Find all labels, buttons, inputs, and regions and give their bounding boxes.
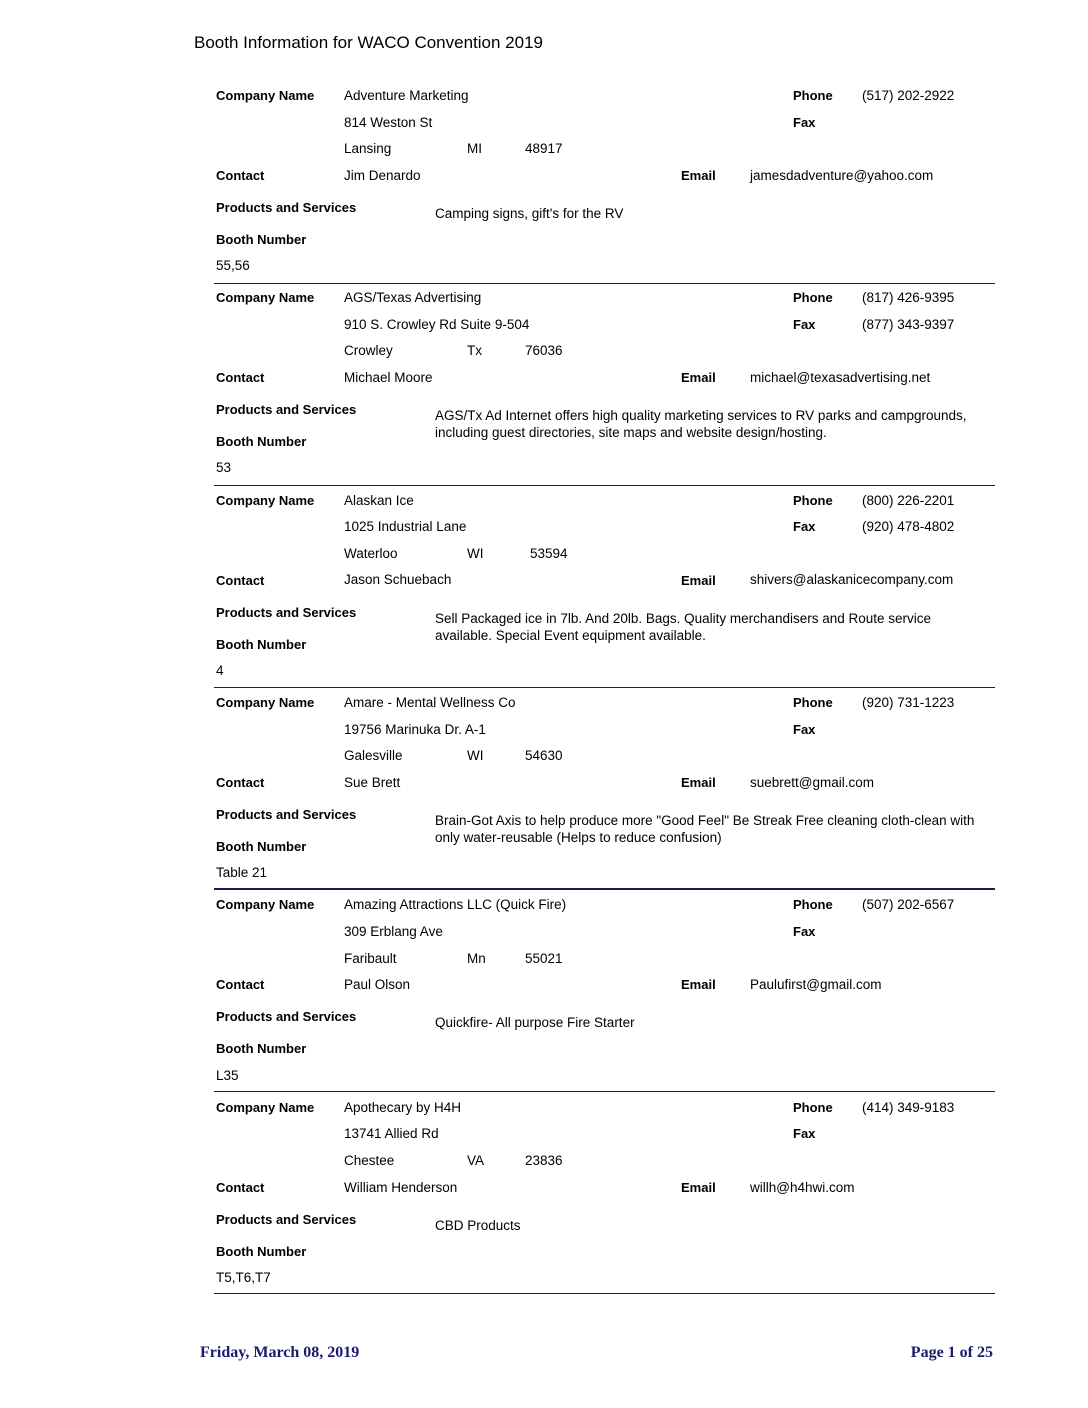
zip-code: 76036 (525, 343, 563, 358)
products-label: Products and Services (216, 605, 357, 620)
city: Waterloo (344, 546, 398, 561)
fax-label: Fax (793, 317, 816, 332)
products-label: Products and Services (216, 200, 357, 215)
company-name-label: Company Name (216, 88, 315, 103)
products-description: Brain-Got Axis to help produce more "Good Feel" Be Streak Free cleaning cloth-clean with only water-reusable (Helps to reduce confusion) (435, 813, 975, 845)
entry-divider (214, 687, 995, 688)
email-value: willh@h4hwi.com (750, 1180, 855, 1195)
contact-label: Contact (216, 977, 265, 992)
phone-label: Phone (793, 897, 833, 912)
page-title: Booth Information for WACO Convention 2019 (194, 33, 543, 52)
fax-label: Fax (793, 1126, 816, 1141)
phone-value: (507) 202-6567 (862, 897, 955, 912)
street-address: 309 Erblang Ave (344, 924, 443, 939)
email-label: Email (681, 775, 716, 790)
fax-value: (877) 343-9397 (862, 317, 955, 332)
products-description: Sell Packaged ice in 7lb. And 20lb. Bags. Quality merchandisers and Route service available. Special Event equipment available. (435, 611, 932, 643)
products-description: Quickfire- All purpose Fire Starter (435, 1015, 635, 1030)
booth-number-label: Booth Number (216, 434, 307, 449)
email-value: Paulufirst@gmail.com (750, 977, 882, 992)
fax-label: Fax (793, 519, 816, 534)
company-name: Amare - Mental Wellness Co (344, 695, 516, 710)
company-name-label: Company Name (216, 290, 315, 305)
phone-label: Phone (793, 695, 833, 710)
street-address: 910 S. Crowley Rd Suite 9-504 (344, 317, 530, 332)
email-label: Email (681, 168, 716, 183)
company-name: Apothecary by H4H (344, 1100, 462, 1115)
booth-number: L35 (216, 1068, 239, 1083)
company-entry (214, 290, 994, 492)
state: Tx (467, 343, 482, 358)
phone-label: Phone (793, 88, 833, 103)
state: WI (467, 748, 484, 763)
zip-code: 54630 (525, 748, 563, 763)
company-name: Amazing Attractions LLC (Quick Fire) (344, 897, 567, 912)
booth-number: Table 21 (216, 865, 268, 880)
booth-number-label: Booth Number (216, 1244, 307, 1259)
company-name: Adventure Marketing (344, 88, 469, 103)
contact-name: William Henderson (344, 1180, 458, 1195)
booth-number: 55,56 (216, 258, 250, 273)
contact-name: Sue Brett (344, 775, 401, 790)
booth-number: 4 (216, 663, 224, 678)
contact-name: Jason Schuebach (344, 572, 452, 587)
email-value: jamesdadventure@yahoo.com (750, 168, 934, 183)
footer-page-number: Page 1 of 25 (910, 1344, 993, 1361)
booth-number-label: Booth Number (216, 637, 307, 652)
state: WI (467, 546, 484, 561)
company-entry (214, 88, 994, 290)
phone-label: Phone (793, 290, 833, 305)
company-name-label: Company Name (216, 493, 315, 508)
zip-code: 48917 (525, 141, 563, 156)
booth-number: 53 (216, 460, 232, 475)
state: Mn (467, 951, 486, 966)
phone-label: Phone (793, 493, 833, 508)
contact-name: Jim Denardo (344, 168, 421, 183)
fax-value: (920) 478-4802 (862, 519, 955, 534)
street-address: 19756 Marinuka Dr. A-1 (344, 722, 486, 737)
contact-label: Contact (216, 168, 265, 183)
email-label: Email (681, 370, 716, 385)
products-description: CBD Products (435, 1218, 521, 1233)
entry-divider (214, 1293, 995, 1294)
city: Chestee (344, 1153, 395, 1168)
booth-number-label: Booth Number (216, 232, 307, 247)
email-value: shivers@alaskanicecompany.com (750, 572, 954, 587)
phone-value: (800) 226-2201 (862, 493, 955, 508)
email-value: michael@texasadvertising.net (750, 370, 931, 385)
fax-label: Fax (793, 722, 816, 737)
products-label: Products and Services (216, 1009, 357, 1024)
contact-label: Contact (216, 1180, 265, 1195)
street-address: 13741 Allied Rd (344, 1126, 439, 1141)
zip-code: 55021 (525, 951, 563, 966)
zip-code: 23836 (525, 1153, 563, 1168)
company-entry (214, 695, 994, 897)
street-address: 1025 Industrial Lane (344, 519, 467, 534)
booth-number-label: Booth Number (216, 839, 307, 854)
phone-value: (920) 731-1223 (862, 695, 955, 710)
entry-divider (214, 485, 995, 486)
city: Crowley (344, 343, 393, 358)
email-label: Email (681, 573, 716, 588)
fax-label: Fax (793, 924, 816, 939)
company-entry (214, 1100, 994, 1302)
products-description: AGS/Tx Ad Internet offers high quality marketing services to RV parks and campgrounds, including guest directories, site maps and website design/hosting. (435, 408, 967, 440)
city: Galesville (344, 748, 403, 763)
state: MI (467, 141, 482, 156)
company-name-label: Company Name (216, 897, 315, 912)
contact-label: Contact (216, 370, 265, 385)
products-label: Products and Services (216, 402, 357, 417)
contact-label: Contact (216, 573, 265, 588)
company-name: Alaskan Ice (344, 493, 414, 508)
company-name-label: Company Name (216, 695, 315, 710)
booth-number-label: Booth Number (216, 1041, 307, 1056)
company-name-label: Company Name (216, 1100, 315, 1115)
phone-value: (517) 202-2922 (862, 88, 955, 103)
email-label: Email (681, 1180, 716, 1195)
products-label: Products and Services (216, 807, 357, 822)
entry-divider (214, 1091, 995, 1092)
products-description: Camping signs, gift's for the RV (435, 206, 624, 221)
contact-name: Michael Moore (344, 370, 433, 385)
phone-value: (414) 349-9183 (862, 1100, 955, 1115)
company-name: AGS/Texas Advertising (344, 290, 482, 305)
fax-label: Fax (793, 115, 816, 130)
company-entry (214, 493, 994, 695)
email-value: suebrett@gmail.com (750, 775, 874, 790)
phone-label: Phone (793, 1100, 833, 1115)
entry-divider (214, 888, 995, 890)
city: Lansing (344, 141, 392, 156)
email-label: Email (681, 977, 716, 992)
products-label: Products and Services (216, 1212, 357, 1227)
state: VA (467, 1153, 485, 1168)
company-entry (214, 897, 994, 1099)
zip-code: 53594 (530, 546, 568, 561)
phone-value: (817) 426-9395 (862, 290, 955, 305)
contact-name: Paul Olson (344, 977, 411, 992)
footer-date: Friday, March 08, 2019 (200, 1344, 360, 1361)
contact-label: Contact (216, 775, 265, 790)
street-address: 814 Weston St (344, 115, 433, 130)
booth-number: T5,T6,T7 (216, 1270, 271, 1285)
city: Faribault (344, 951, 397, 966)
entry-divider (214, 283, 995, 284)
